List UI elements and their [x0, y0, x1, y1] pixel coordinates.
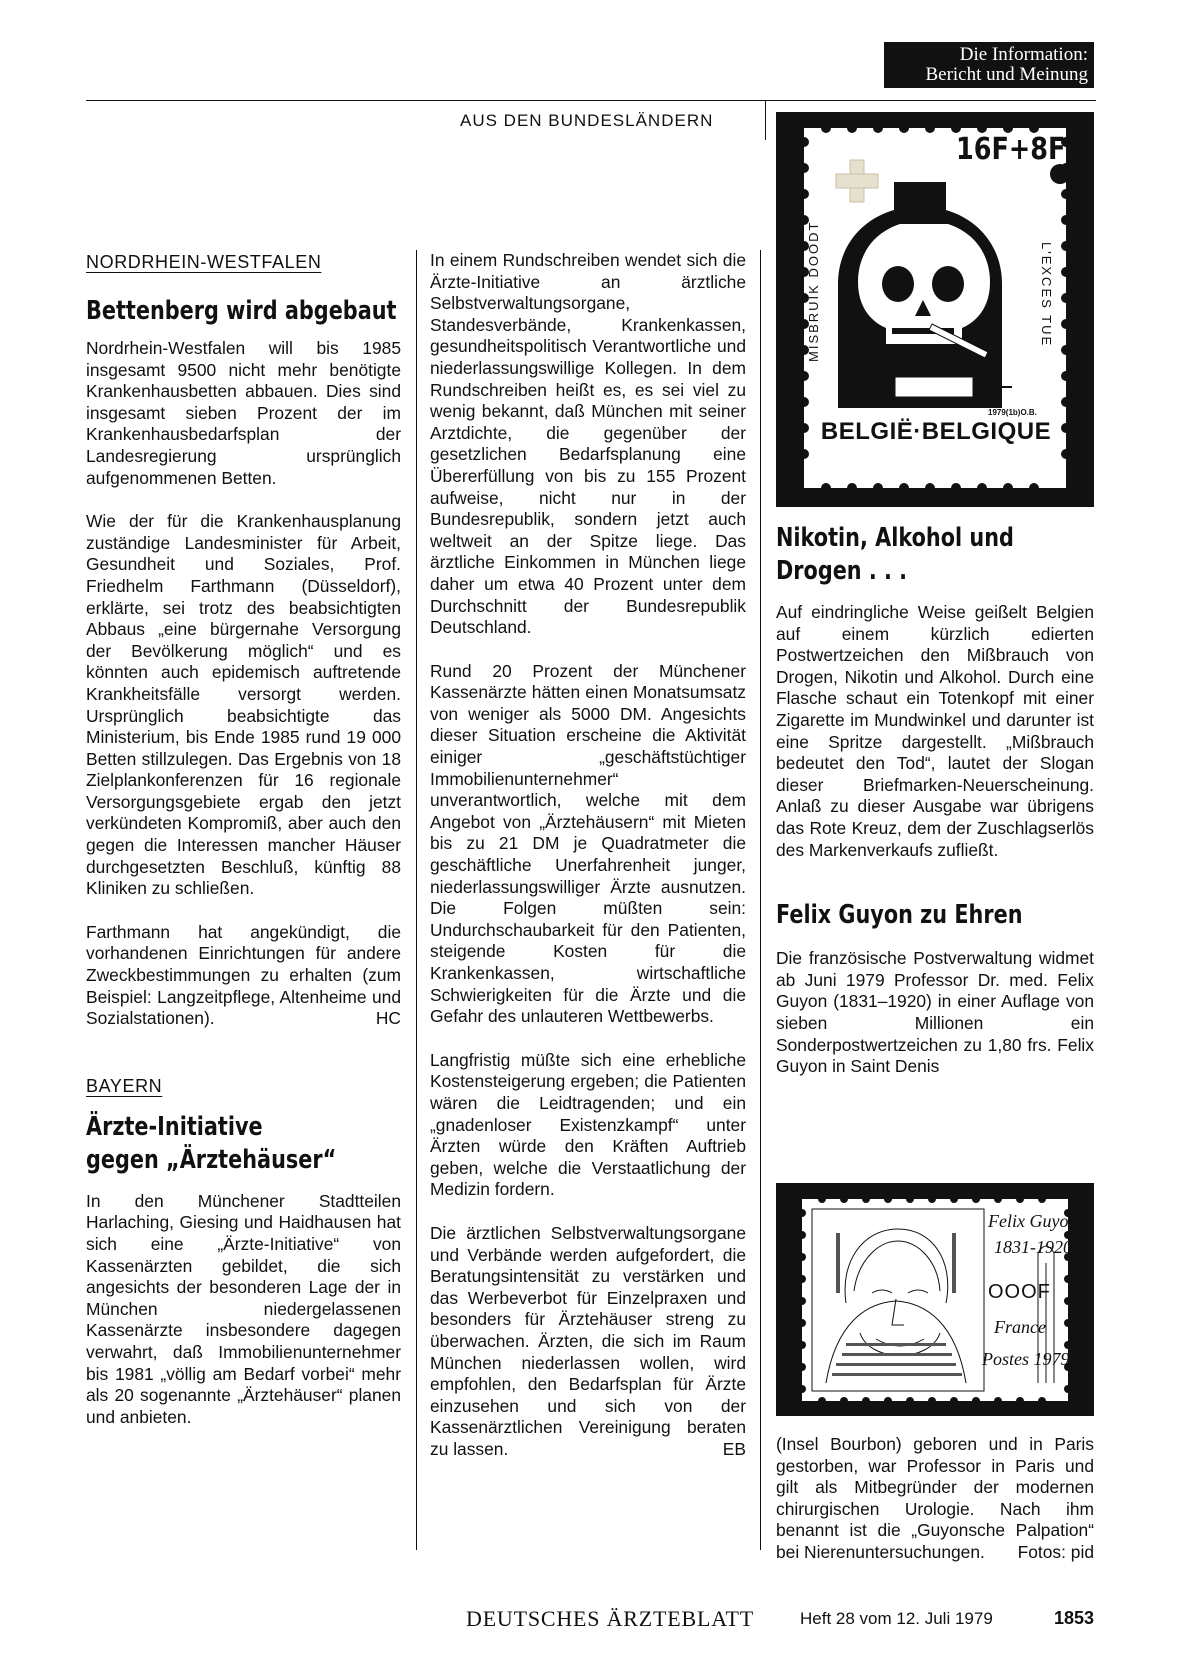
stamp-france-country: France [994, 1317, 1046, 1337]
headline-aerzte-initiative-2: gegen „Ärztehäuser“ [86, 1144, 337, 1175]
stamp-france-years: 1831-1920 [994, 1237, 1072, 1257]
badge-line-1: Die Information: [959, 44, 1088, 65]
kicker: AUS DEN BUNDESLÄNDERN [460, 111, 714, 130]
headline-aerzte-initiative-1: Ärzte-Initiative [86, 1111, 263, 1142]
footer-journal: DEUTSCHES ÄRZTEBLATT [466, 1606, 754, 1631]
badge-line-2: Bericht und Meinung [925, 64, 1088, 85]
paragraph-bayern-1: In den Münchener Stadtteilen Harlaching, Giesing und Haidhausen hat sich eine „Ärzte-Initiative“ von Kassenärzten gebildet, die sich angesichts der besonderen Lage der in München niedergelassenen Kassenärzte insbesondere dagegen verwahrt, daß Immobilienunternehmer bis 1981 „völlig am Bedarf vorbei“ mehr als 20 sogenannte „Ärztehäuser“ planen und anbieten. [86, 1190, 401, 1427]
footer-issue: Heft 28 vom 12. Juli 1979 [800, 1609, 993, 1628]
stamp-belgium-country: BELGIË·BELGIQUE [820, 418, 1052, 445]
stamp-belgium-small: 1979(1b)O.B. [988, 408, 1037, 417]
stamp-france-value: OOOF [988, 1281, 1051, 1303]
stamp-belgium-photo [776, 112, 1094, 507]
paragraph-nrw-3-text: Farthmann hat angekündigt, die vorhandenen Einrichtungen für andere Zweckbestimmungen zu erhalten (zum Beispiel: Langzeitpflege, Altenheime und Sozialstationen). [86, 921, 401, 1029]
paragraph-bayern-5 [430, 1223, 746, 1461]
paragraph-bayern-4: Langfristig müßte sich eine erhebliche Kostensteigerung ergeben; die Patienten wären die Leidtragenden; und ein „gnadenloser Existenzkampf“ unter Ärzten würde den Kräften Auftrieb geben, welche die Verstaatlichung der Medizin fordern. [430, 1049, 746, 1200]
column-2 [430, 250, 746, 1460]
section-nrw: NORDRHEIN-WESTFALEN [86, 252, 322, 272]
signature-eb: EB [722, 1438, 746, 1459]
footer-page-number: 1853 [1054, 1608, 1095, 1628]
photo-credit: Fotos: pid [1017, 1541, 1094, 1562]
stamp-france-postes: Postes 1979 [982, 1349, 1070, 1369]
stamp-belgium-value: 16F+8F [956, 132, 1066, 167]
headline-guyon: Felix Guyon zu Ehren [776, 900, 1023, 931]
stamp-france-photo [776, 1183, 1094, 1416]
paragraph-bayern-3: Rund 20 Prozent der Münchener Kassenärzte hätten einen Monatsumsatz von weniger als 5000 DM. Angesichts dieser Situation erscheine die Aktivität einiger „geschäftstüchtiger Immobilienunternehmer“ unverantwortlich, welche mit dem Angebot von „Ärztehäusern“ mit Mieten bis zu 21 DM je Quadratmeter die geschäftliche Unerfahrenheit junger, niederlassungswilliger Ärzte ausnutzen. Die Folgen müßten sein: Undurchschaubarkeit für den Patienten, steigende Kosten für die Krankenkassen, wirtschaftliche Schwierigkeiten für die Ärzte und die Gefahr des unlauteren Wettbewerbs. [430, 660, 746, 1027]
headline-nikotin-1: Nikotin, Alkohol und [776, 523, 1014, 553]
stamp-belgium-right-text: L'EXCES TUE [1039, 242, 1054, 348]
headline-bettenberg: Bettenberg wird abgebaut [86, 296, 397, 326]
section-badge [884, 42, 1094, 88]
paragraph-guyon-2-text: (Insel Bourbon) geboren und in Paris gestorben, war Professor in Paris und gilt als Mitbegründer der modernen chirurgischen Urologie. Nach ihm benannt ist die „Guyonsche Palpation“ bei Nierenuntersuchungen. [776, 1434, 1094, 1562]
signature-hc: HC [375, 1008, 401, 1029]
column-1 [86, 252, 401, 1428]
header-rule [86, 100, 1096, 101]
kicker-divider [765, 100, 766, 140]
column-3-top [776, 522, 1094, 1078]
paragraph-guyon-2 [776, 1434, 1094, 1564]
paragraph-bayern-2: In einem Rundschreiben wendet sich die Ärzte-Initiative an ärztliche Selbstverwaltungsorgane, Standesverbände, Krankenkassen, gesundheitspolitisch Verantwortliche und niederlassungswillige Kollegen. In dem Rundschreiben heißt es, es sei viel zu wenig bekannt, daß München mit seiner Arztdichte, die gegenüber der gesetzlichen Bedarfsplanung eine Übererfüllung von bis zu 155 Prozent aufweise, nicht nur in der Bundesrepublik, sondern jetzt auch weltweit an der Spitze liege. Das ärztliche Einkommen in München liege daher um etwa 40 Prozent unter dem Durchschnitt der Bundesrepublik Deutschland. [430, 250, 746, 638]
paragraph-nikotin: Auf eindringliche Weise geißelt Belgien auf einem kürzlich edierten Postwertzeichen den Mißbrauch von Drogen, Nikotin und Alkohol. Durch eine Flasche schaut ein Totenkopf mit einer Zigarette im Mundwinkel und darunter ist eine Spritze dargestellt. „Mißbrauch bedeutet den Tod“, lautet der Slogan dieser Briefmarken-Neuerscheinung. Anlaß zu dieser Ausgabe war übrigens das Rote Kreuz, dem der Zuschlagserlös des Markenverkaufs zufließt. [776, 602, 1094, 860]
column-divider-2 [760, 250, 761, 1550]
stamp-belgium-left-text: MISBRUIK DOODT [806, 220, 821, 362]
stamp-france-name: Felix Guyon [988, 1211, 1078, 1231]
column-3-bottom [776, 1434, 1094, 1564]
headline-nikotin-2: Drogen . . . [776, 556, 908, 586]
paragraph-nrw-2: Wie der für die Krankenhausplanung zuständige Landesminister für Arbeit, Gesundheit und Soziales, Prof. Friedhelm Farthmann (Düsseldorf), erklärte, sei trotz des beabsichtigten Abbaus „eine bürgernahe Versorgung der Bevölkerung möglich“ und es könnten auch epidemisch auftretende Krankheitsfälle versorgt werden. Ursprünglich beabsichtigte das Ministerium, bis Ende 1985 rund 19 000 Betten stillzulegen. Das Ergebnis von 18 Zielplankonferenzen für 16 regionale Versorgungsgebiete ergab den jetzt verkündeten Kompromiß, aber auch den gegen die Interessen mancher Häuser durchgesetzten Beschluß, künftig 88 Kliniken zu schließen. [86, 511, 401, 899]
column-divider-1 [416, 250, 417, 1550]
section-bayern: BAYERN [86, 1075, 163, 1096]
paragraph-nrw-1: Nordrhein-Westfalen will bis 1985 insgesamt 9500 nicht mehr benötigte Krankenhausbetten abbauen. Dies sind insgesamt sieben Prozent der im Krankenhausbedarfsplan der Landesregierung ursprünglich aufgenommenen Betten. [86, 338, 401, 488]
paragraph-nrw-3 [86, 922, 401, 1030]
paragraph-guyon-1: Die französische Postverwaltung widmet ab Juni 1979 Professor Dr. med. Felix Guyon (1831–1920) in einer Auflage von sieben Millionen ein Sonderpostwertzeichen zu 1,80 frs. Felix Guyon in Saint Denis [776, 948, 1094, 1077]
paragraph-bayern-5-text: Die ärztlichen Selbstverwaltungsorgane und Verbände werden aufgefordert, die Beratungsintensität zu verstärken und das Werbeverbot für Einzelpraxen und besonders für Ärztehäuser streng zu überwachen. Ärzten, die sich im Raum München niederlassen wollen, wird empfohlen, den Bedarfsplan für Ärzte einzusehen und sich von der Kassenärztlichen Vereinigung beraten zu lassen. [430, 1222, 746, 1459]
